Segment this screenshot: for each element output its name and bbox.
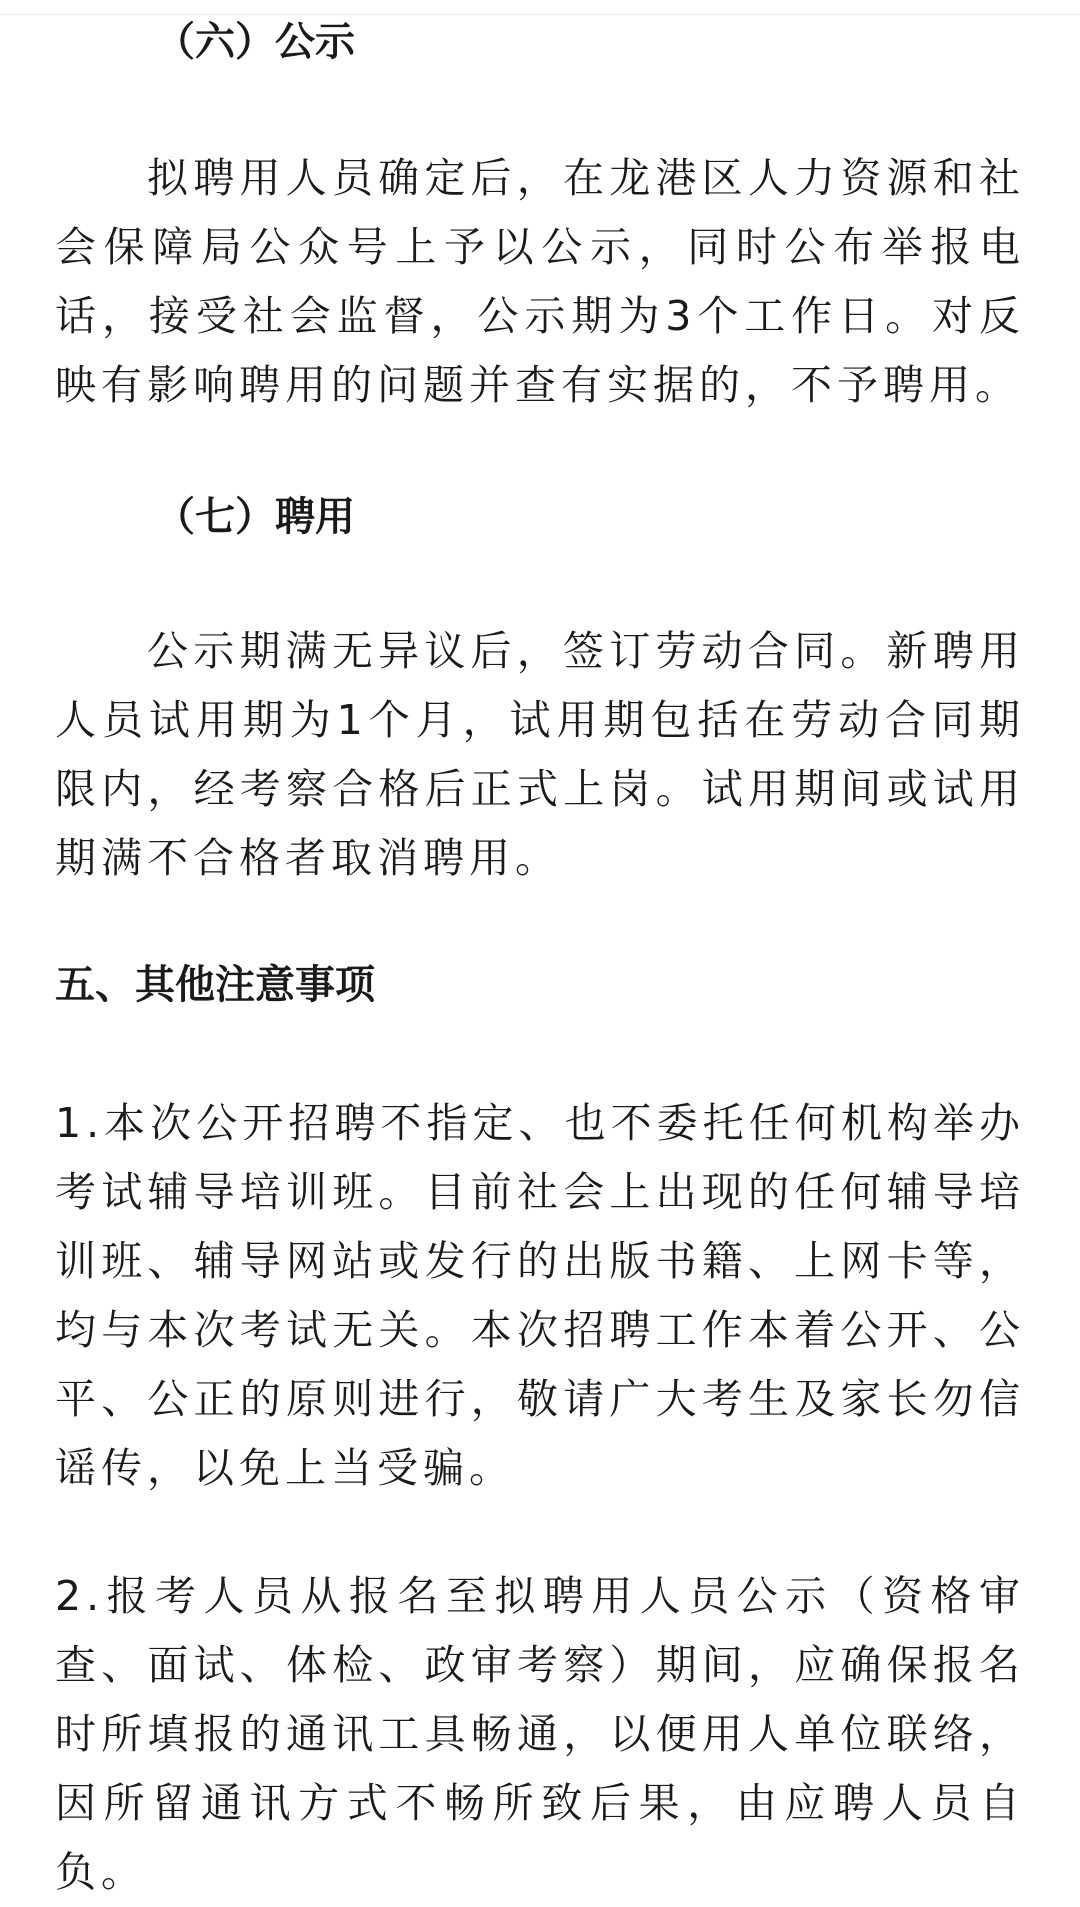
heading-publicity: （六）公示 [155,19,355,65]
paragraph-employment: 公示期满无异议后，签订劳动合同。新聘用人员试用期为1个月，试用期包括在劳动合同期限内，经考察合格后正式上岗。试用期间或试用期满不合格者取消聘用。 [55,627,1025,882]
note-item-1: 1.本次公开招聘不指定、也不委托任何机构举办考试辅导培训班。目前社会上出现的任何辅导培训班、辅导网站或发行的出版书籍、上网卡等，均与本次考试无关。本次招聘工作本着公开、公平、公正的原则进行，敬请广大考生及家长勿信谣传，以免上当受骗。 [55,1099,1025,1492]
note-item-2: 2.报考人员从报名至拟聘用人员公示（资格审查、面试、体检、政审考察）期间，应确保报名时所填报的通讯工具畅通，以便用人单位联络，因所留通讯方式不畅所致后果，由应聘人员自负。 [55,1572,1025,1896]
heading-employment: （七）聘用 [155,494,355,540]
top-divider [0,14,1080,15]
section-five-heading: 五、其他注意事项 [55,962,375,1008]
paragraph-publicity: 拟聘用人员确定后，在龙港区人力资源和社会保障局公众号上予以公示，同时公布举报电话，接受社会监督，公示期为3个工作日。对反映有影响聘用的问题并查有实据的，不予聘用。 [55,154,1025,409]
